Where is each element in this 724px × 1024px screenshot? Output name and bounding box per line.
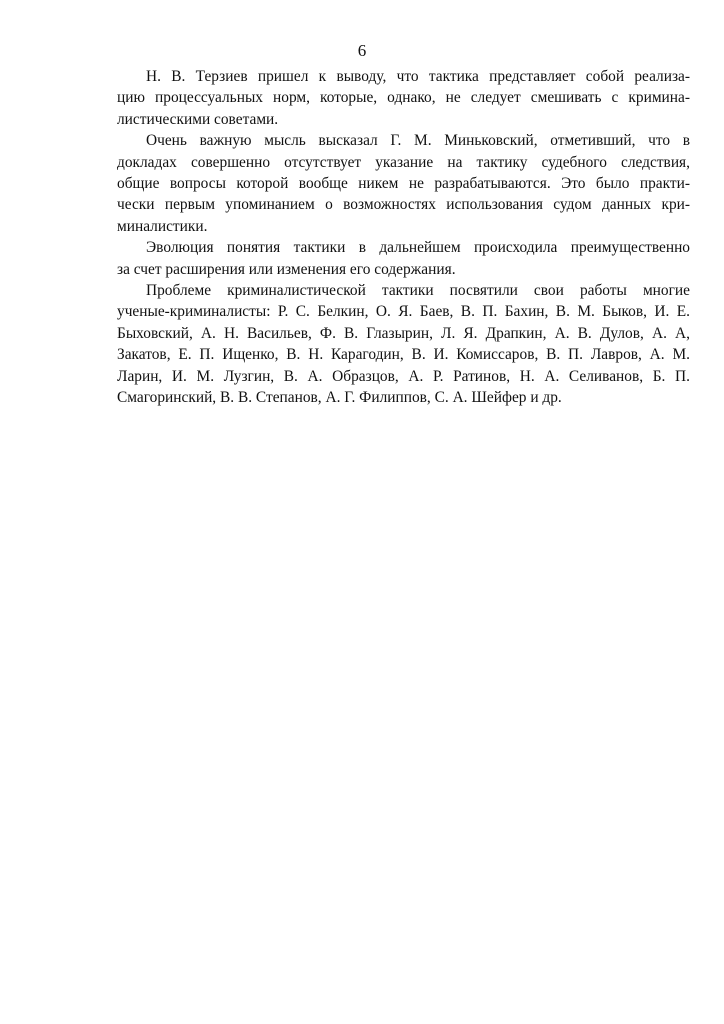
paragraph-terziev (117, 66, 690, 130)
text-line: Смагоринский, В. В. Степанов, А. Г. Филиппов, С. А. Шейфер и др. (117, 389, 562, 407)
text-line: ученые-криминалисты: Р. С. Белкин, О. Я. Баев, В. П. Бахин, В. М. Быков, И. Е. (117, 303, 690, 321)
text-line: чески первым упоминанием о возможностях использования судом данных кри- (117, 196, 690, 214)
text-line: миналистики. (117, 217, 208, 235)
text-line: Ларин, И. М. Лузгин, В. А. Образцов, А. Р. Ратинов, Н. А. Селиванов, Б. П. (117, 367, 690, 385)
paragraph-scholars (117, 280, 690, 408)
text-line: цию процессуальных норм, которые, однако, не следует смешивать с кримина- (117, 89, 690, 107)
text-line: за счет расширения или изменения его содержания. (117, 260, 456, 278)
text-line: Быховский, А. Н. Васильев, Ф. В. Глазырин, Л. Я. Драпкин, А. В. Дулов, А. А, (117, 324, 690, 342)
paragraph-minkovsky (117, 130, 690, 237)
text-line: Н. В. Терзиев пришел к выводу, что тактика представляет собой реализа- (146, 68, 690, 85)
text-line: докладах совершенно отсутствует указание на тактику судебного следствия, (117, 153, 690, 171)
text-line: общие вопросы которой вообще никем не разрабатываются. Это было практи- (117, 175, 690, 193)
text-line: Эволюция понятия тактики в дальнейшем происходила преимущественно (146, 239, 690, 257)
text-line: Проблеме криминалистической тактики посвятили свои работы многие (146, 282, 690, 300)
body-text (117, 66, 690, 409)
page-number: 6 (357, 41, 367, 60)
text-line: Очень важную мысль высказал Г. М. Миньковский, отметивший, что в (146, 132, 690, 150)
text-line: листическими советами. (117, 110, 279, 128)
paragraph-evolution (117, 237, 690, 280)
text-line: Закатов, Е. П. Ищенко, В. Н. Карагодин, В. И. Комиссаров, В. П. Лавров, А. М. (117, 346, 690, 364)
